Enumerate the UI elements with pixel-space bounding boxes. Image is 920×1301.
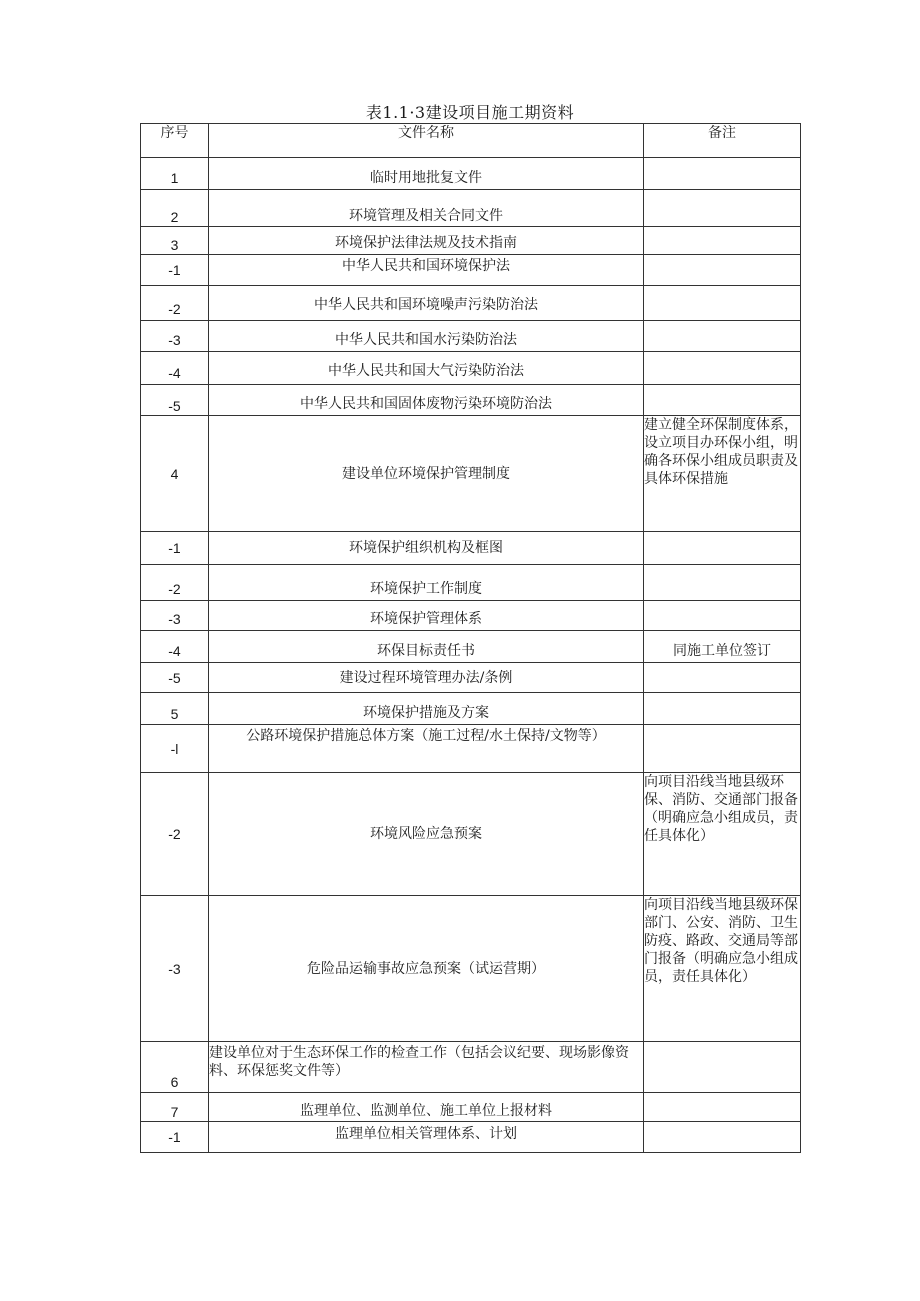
table-row — [141, 1093, 801, 1122]
construction-documents-table — [140, 123, 801, 1153]
row-name: 环境保护管理体系 — [209, 601, 644, 631]
row-num: -3 — [141, 896, 209, 1042]
row-num: 1 — [141, 158, 209, 190]
row-name: 环境保护工作制度 — [209, 565, 644, 601]
row-note: 向项目沿线当地县级环保、消防、交通部门报备（明确应急小组成员，责任具体化） — [644, 773, 801, 896]
row-name: 环境管理及相关合同文件 — [209, 190, 644, 227]
row-name: 环境保护措施及方案 — [209, 693, 644, 725]
table-row — [141, 725, 801, 773]
row-num: -1 — [141, 255, 209, 286]
row-note — [644, 601, 801, 631]
row-num: -4 — [141, 352, 209, 385]
row-num: 7 — [141, 1093, 209, 1122]
row-note — [644, 190, 801, 227]
table-caption: 表1.1·3建设项目施工期资料 — [365, 103, 575, 122]
row-note — [644, 1042, 801, 1093]
table-row — [141, 385, 801, 416]
header-name: 文件名称 — [209, 124, 644, 158]
row-num: -4 — [141, 631, 209, 663]
header-row — [141, 124, 801, 158]
row-num: -l — [141, 725, 209, 773]
row-num: 3 — [141, 227, 209, 255]
row-note — [644, 1122, 801, 1153]
row-num: -2 — [141, 773, 209, 896]
row-num: 4 — [141, 416, 209, 532]
row-name: 中华人民共和国环境噪声污染防治法 — [209, 286, 644, 321]
row-num: 2 — [141, 190, 209, 227]
row-name: 监理单位相关管理体系、计划 — [209, 1122, 644, 1153]
row-name: 监理单位、监测单位、施工单位上报材料 — [209, 1093, 644, 1122]
table-row — [141, 255, 801, 286]
row-name: 公路环境保护措施总体方案（施工过程/水土保持/文物等） — [209, 725, 644, 773]
row-num: -1 — [141, 532, 209, 565]
table-row — [141, 773, 801, 896]
table-row — [141, 1042, 801, 1093]
row-name: 环保目标责任书 — [209, 631, 644, 663]
row-note — [644, 158, 801, 190]
header-num: 序号 — [141, 124, 209, 158]
row-name: 危险品运输事故应急预案（试运营期） — [209, 896, 644, 1042]
row-note — [644, 352, 801, 385]
row-num: -2 — [141, 286, 209, 321]
row-num: -5 — [141, 663, 209, 693]
row-name: 环境保护法律法规及技术指南 — [209, 227, 644, 255]
row-num: -2 — [141, 565, 209, 601]
table-row — [141, 532, 801, 565]
table-row — [141, 601, 801, 631]
table-row — [141, 416, 801, 532]
row-num: 6 — [141, 1042, 209, 1093]
row-name: 建设单位对于生态环保工作的检查工作（包括会议纪要、现场影像资料、环保惩奖文件等） — [209, 1042, 644, 1093]
table-row — [141, 663, 801, 693]
table-row — [141, 1122, 801, 1153]
row-note — [644, 321, 801, 352]
row-name: 中华人民共和国固体废物污染环境防治法 — [209, 385, 644, 416]
row-note — [644, 385, 801, 416]
row-note: 建立健全环保制度体系，设立项目办环保小组，明确各环保小组成员职责及具体环保措施 — [644, 416, 801, 532]
header-note: 备注 — [644, 124, 801, 158]
row-note — [644, 565, 801, 601]
row-note — [644, 286, 801, 321]
row-num: -3 — [141, 321, 209, 352]
row-num: -3 — [141, 601, 209, 631]
row-name: 建设过程环境管理办法/条例 — [209, 663, 644, 693]
row-note — [644, 725, 801, 773]
row-note — [644, 255, 801, 286]
row-num: 5 — [141, 693, 209, 725]
table-row — [141, 286, 801, 321]
row-name: 环境保护组织机构及框图 — [209, 532, 644, 565]
row-note — [644, 693, 801, 725]
row-note: 同施工单位签订 — [644, 631, 801, 663]
row-name: 中华人民共和国水污染防治法 — [209, 321, 644, 352]
table-row — [141, 227, 801, 255]
row-name: 建设单位环境保护管理制度 — [209, 416, 644, 532]
row-name: 临时用地批复文件 — [209, 158, 644, 190]
row-num: -5 — [141, 385, 209, 416]
table-row — [141, 631, 801, 663]
table-row — [141, 352, 801, 385]
row-note — [644, 663, 801, 693]
table-row — [141, 158, 801, 190]
row-name: 环境风险应急预案 — [209, 773, 644, 896]
table-row — [141, 321, 801, 352]
table-row — [141, 565, 801, 601]
table-row — [141, 693, 801, 725]
row-note — [644, 532, 801, 565]
table-row — [141, 190, 801, 227]
row-num: -1 — [141, 1122, 209, 1153]
table-row — [141, 896, 801, 1042]
row-note — [644, 1093, 801, 1122]
row-name: 中华人民共和国环境保护法 — [209, 255, 644, 286]
row-note — [644, 227, 801, 255]
row-note: 向项目沿线当地县级环保部门、公安、消防、卫生防疫、路政、交通局等部门报备（明确应急小组成员，责任具体化） — [644, 896, 801, 1042]
row-name: 中华人民共和国大气污染防治法 — [209, 352, 644, 385]
